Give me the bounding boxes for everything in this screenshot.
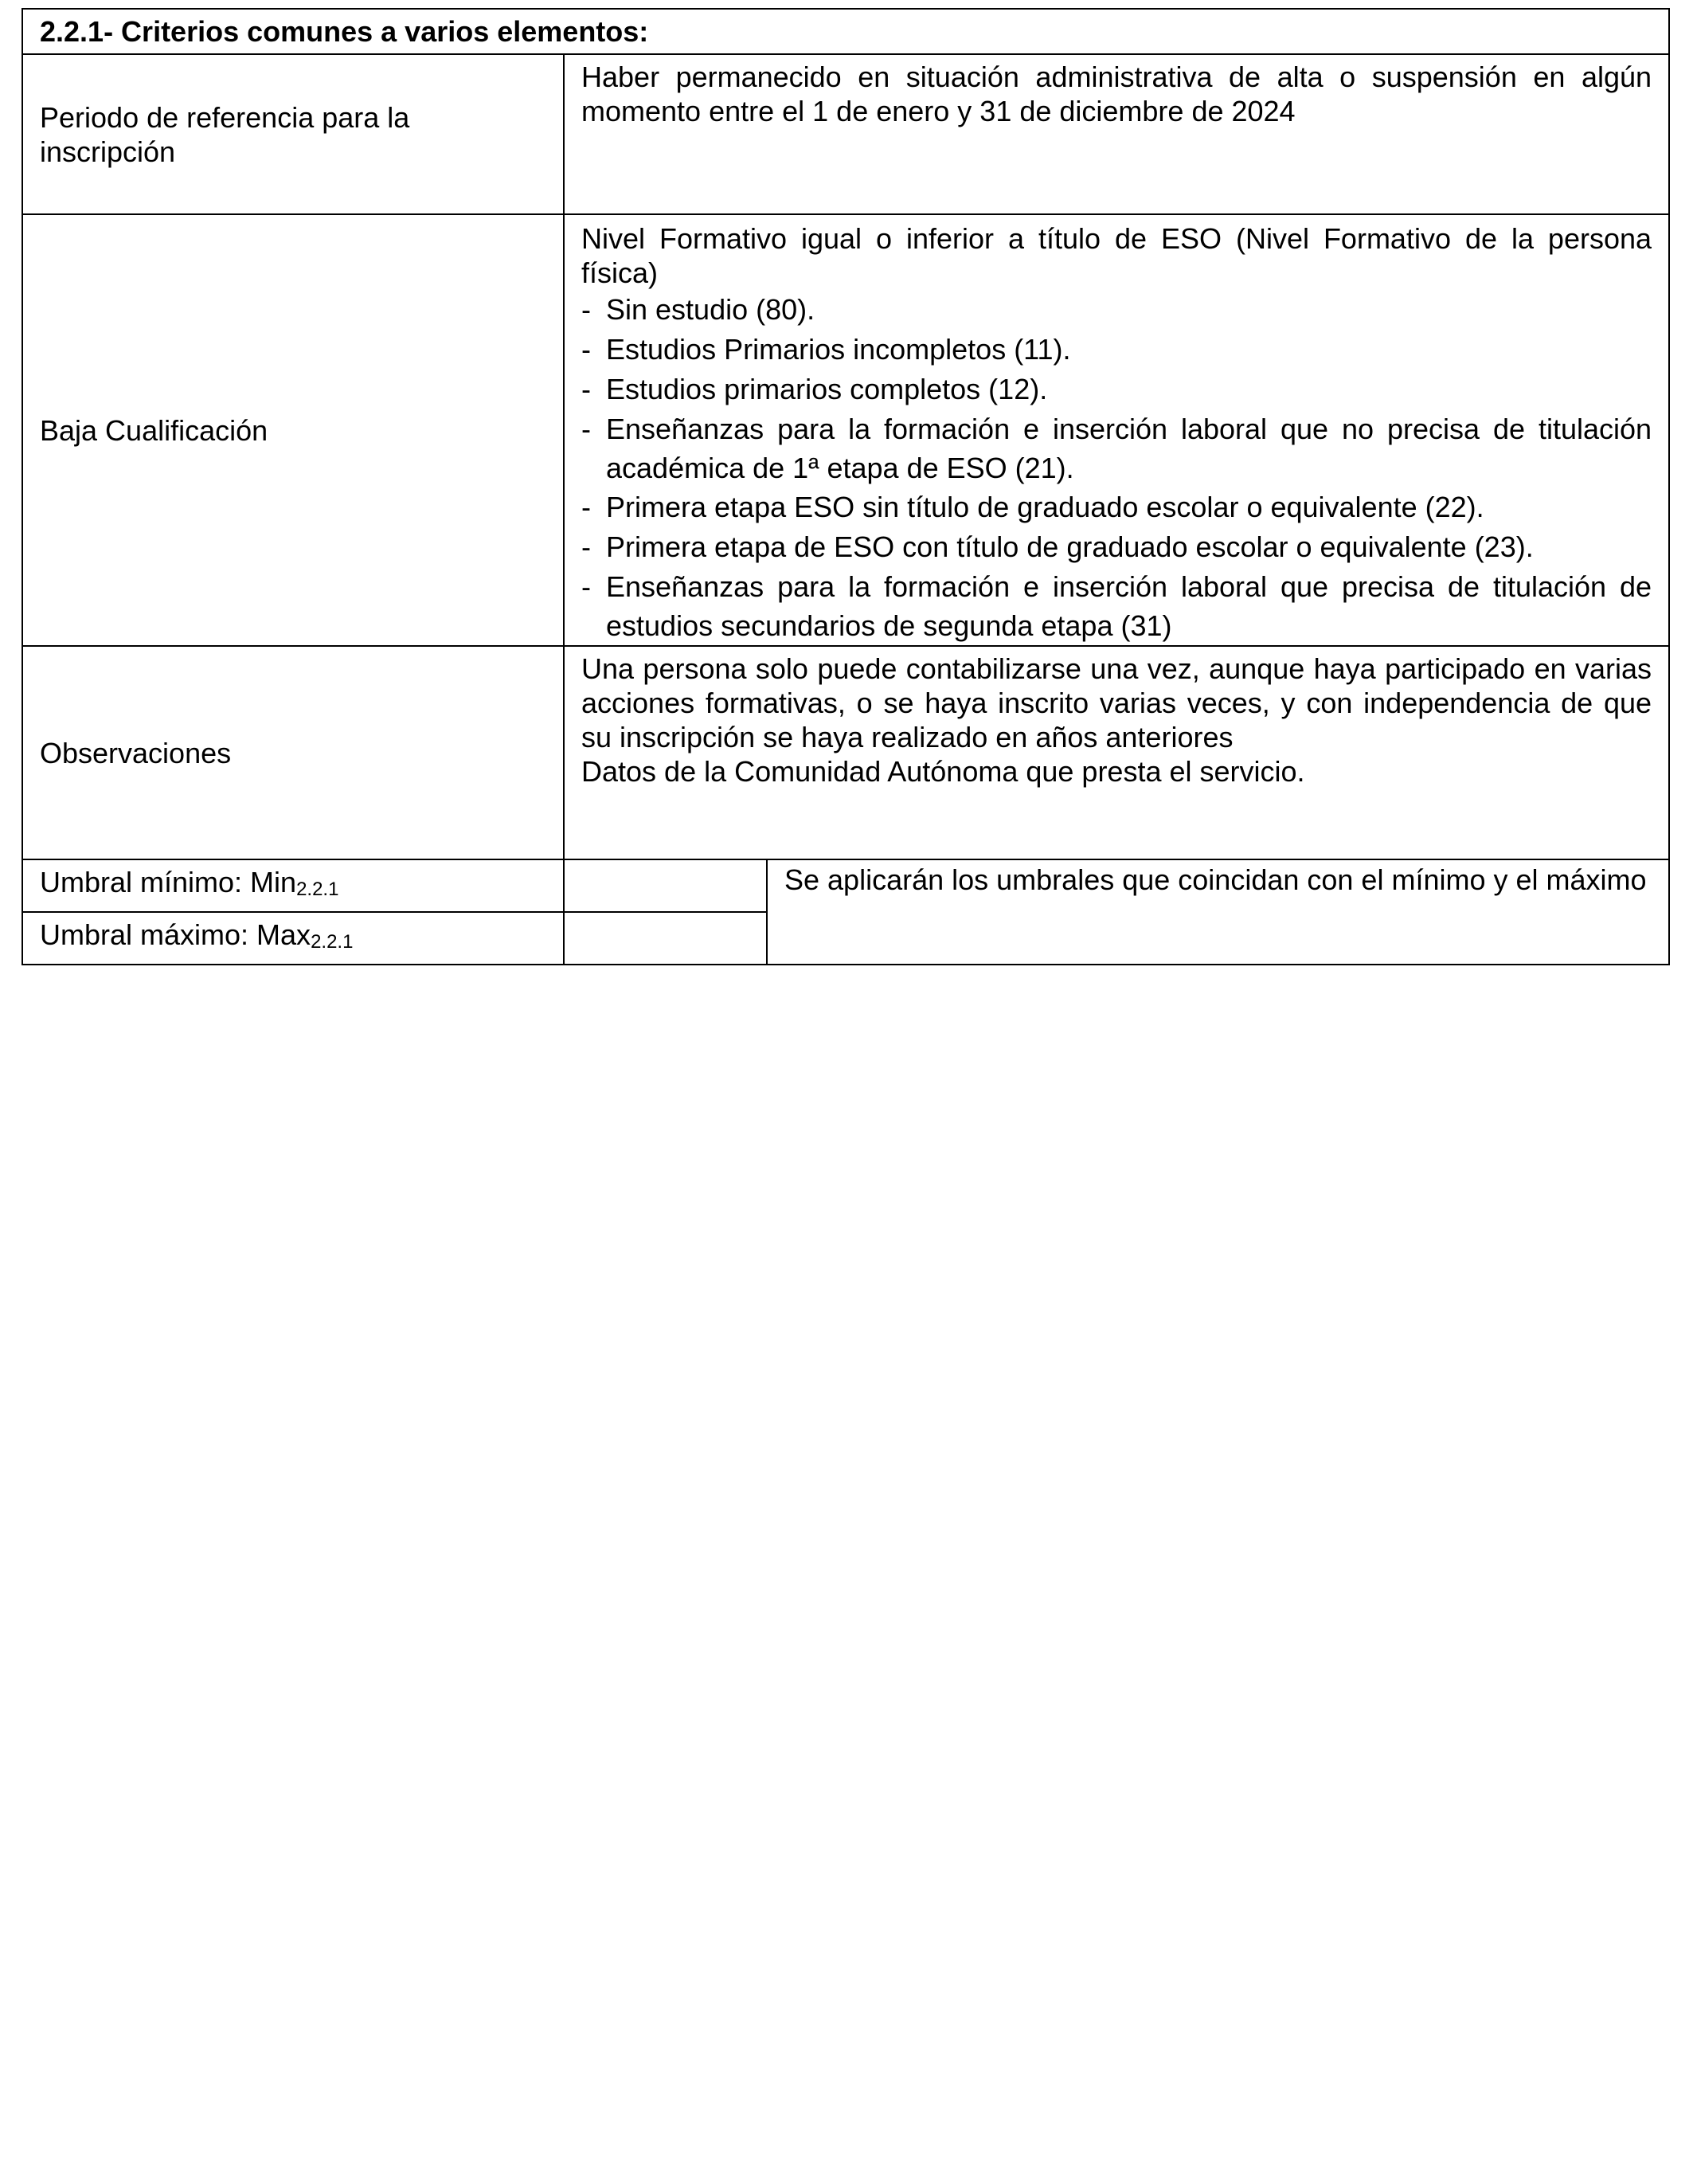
list-item: - Primera etapa de ESO con título de graduado escolar o equivalente (23).	[581, 530, 1534, 563]
list-item: - Sin estudio (80).	[581, 293, 815, 326]
education-level-list	[581, 290, 1652, 645]
observaciones-label: Observaciones	[22, 646, 564, 859]
criteria-table	[22, 8, 1670, 965]
list-item-text: Primera etapa ESO sin título de graduado escolar o equivalente (22).	[606, 491, 1484, 523]
table-row-baja-cualificacion	[22, 214, 1669, 646]
list-item: - Estudios primarios completos (12).	[581, 373, 1048, 405]
list-item-text: Primera etapa de ESO con título de graduado escolar o equivalente (23).	[606, 530, 1534, 563]
list-item: - Enseñanzas para la formación e inserción laboral que precisa de titulación de estudios secundarios de segunda etapa (31)	[581, 570, 1652, 642]
list-item-text: Enseñanzas para la formación e inserción laboral que no precisa de titulación académica de 1ª etapa de ESO (21).	[606, 413, 1652, 484]
periodo-text: Haber permanecido en situación administrativa de alta o suspensión en algún momento entre el 1 de enero y 31 de diciembre de 2024	[581, 61, 1652, 127]
baja-intro: Nivel Formativo igual o inferior a título de ESO (Nivel Formativo de la persona física)	[581, 222, 1652, 289]
umbral-maximo-value	[564, 912, 767, 965]
list-item: - Primera etapa ESO sin título de graduado escolar o equivalente (22).	[581, 491, 1484, 523]
list-item-text: Enseñanzas para la formación e inserción laboral que precisa de titulación de estudios secundarios de segunda etapa (31)	[606, 570, 1652, 642]
umbral-minimo-value	[564, 859, 767, 912]
baja-cualificacion-content	[564, 214, 1669, 646]
umbral-minimo-label	[22, 859, 564, 912]
table-row-observaciones	[22, 646, 1669, 859]
list-item: - Estudios Primarios incompletos (11).	[581, 333, 1071, 366]
list-item-text: Sin estudio (80).	[606, 293, 815, 326]
umbral-minimo-text: Umbral mínimo: Min	[40, 866, 297, 898]
umbral-maximo-label	[22, 912, 564, 965]
umbral-minimo-subscript: 2.2.1	[296, 879, 339, 900]
list-item: - Enseñanzas para la formación e inserción laboral que no precisa de titulación académica de 1ª etapa de ESO (21).	[581, 413, 1652, 484]
criteria-document	[22, 8, 1668, 965]
list-item-text: Estudios Primarios incompletos (11).	[606, 333, 1071, 366]
section-title: 2.2.1- Criterios comunes a varios elementos:	[22, 9, 1669, 54]
periodo-label: Periodo de referencia para la inscripción	[22, 54, 564, 214]
baja-cualificacion-label: Baja Cualificación	[22, 214, 564, 646]
umbral-maximo-text: Umbral máximo: Max	[40, 918, 311, 951]
umbral-note: Se aplicarán los umbrales que coincidan con el mínimo y el máximo	[767, 859, 1669, 965]
periodo-content	[564, 54, 1669, 214]
list-item-text: Estudios primarios completos (12).	[606, 373, 1048, 405]
observaciones-para2: Datos de la Comunidad Autónoma que presta el servicio.	[581, 755, 1305, 788]
title-row	[22, 9, 1669, 54]
table-row-periodo	[22, 54, 1669, 214]
observaciones-content	[564, 646, 1669, 859]
umbral-maximo-subscript: 2.2.1	[311, 931, 354, 953]
table-row-umbral-minimo	[22, 859, 1669, 912]
observaciones-para1: Una persona solo puede contabilizarse una vez, aunque haya participado en varias acciones formativas, o se haya inscrito varias veces, y con independencia de que su inscripción se haya realizado en años anteriores	[581, 652, 1652, 753]
